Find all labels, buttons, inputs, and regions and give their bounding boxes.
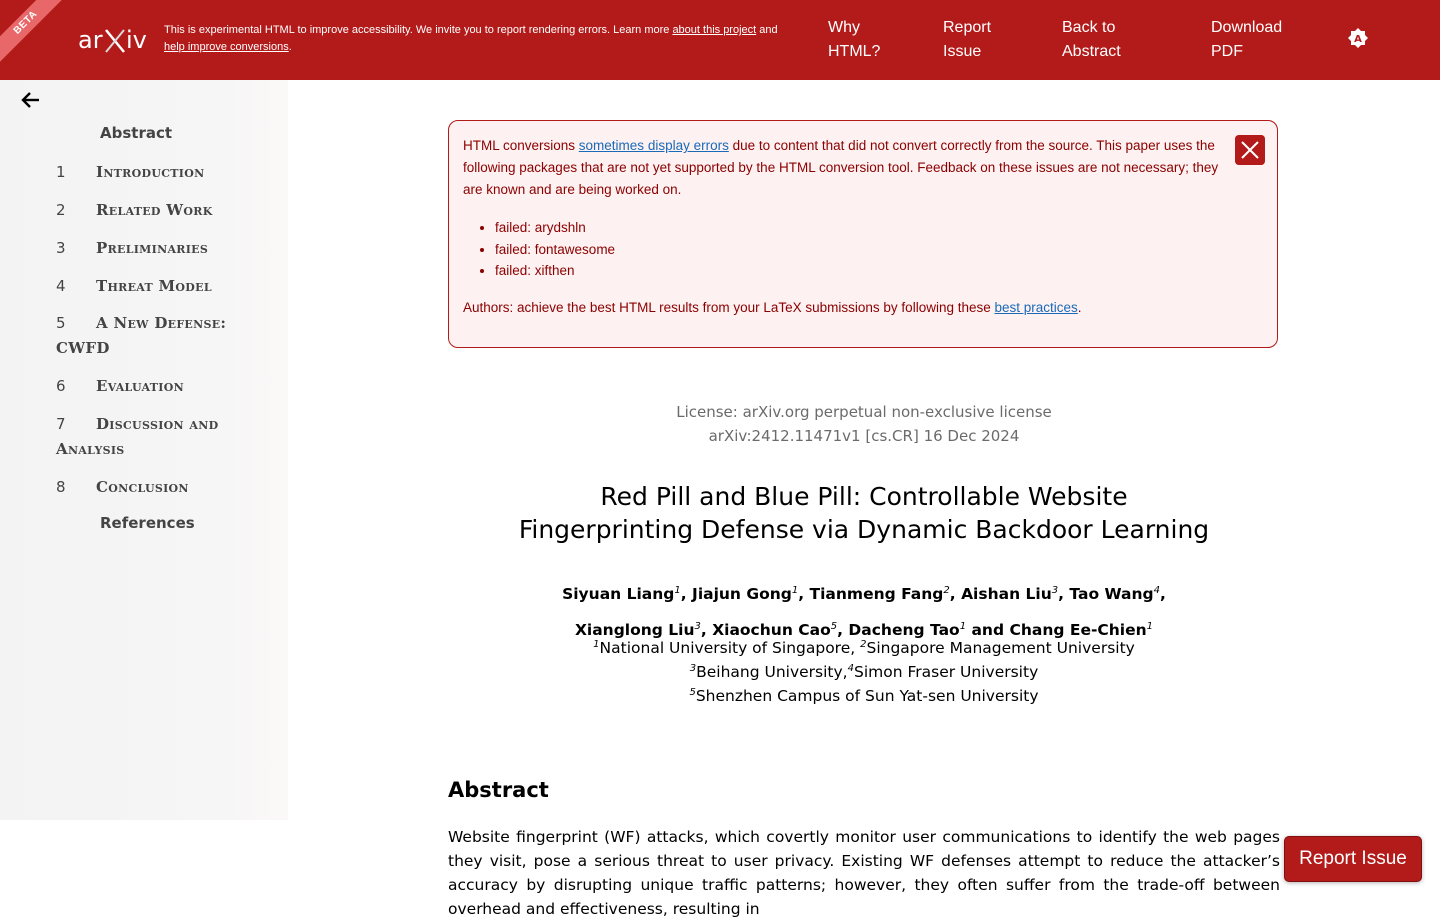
arxiv-id: arXiv:2412.11471v1 [cs.CR] 16 Dec 2024: [708, 427, 1020, 445]
author: Xianglong Liu: [574, 621, 695, 639]
close-icon[interactable]: [1235, 135, 1265, 165]
toc-item-related-work[interactable]: 2 Related Work: [56, 201, 213, 219]
svg-text:iv: iv: [126, 26, 147, 54]
list-item: • failed: fontawesome: [495, 239, 615, 261]
toc-item-discussion[interactable]: 7 Discussion and Analysis: [56, 415, 219, 458]
author-list: Siyuan Liang$^1$, Jiajun Gong$^1$, Tianmeng Fang$^2$, Aishan Liu$^3$, Tao Wang$^4$, Xianglong Liu$^3$, Xiaochun Cao$^5$, Dacheng Tao$^1$ and Chang Ee-Chien$^1$: [562, 585, 1166, 639]
author: Aishan Liu: [961, 585, 1052, 603]
license-block: [448, 400, 1280, 448]
nav-report-issue[interactable]: Report Issue: [943, 19, 992, 60]
arrow-left-icon[interactable]: [20, 90, 42, 110]
author: Dacheng Tao: [848, 621, 960, 639]
author: Xiaochun Cao: [712, 621, 831, 639]
about-project-link[interactable]: about this project: [672, 24, 757, 36]
error-message: HTML conversions sometimes display errors due to content that did not convert correctly from the source. This paper uses the following packages that are not yet supported by the HTML conversion tool. Feedback on these issues are not necessary; they are known and are being worked on.: [463, 138, 1219, 197]
toc-item-introduction[interactable]: 1 Introduction: [56, 163, 205, 181]
report-issue-button[interactable]: Report Issue: [1284, 836, 1422, 882]
toc-item-preliminaries[interactable]: 3 Preliminaries: [56, 239, 209, 257]
failed-packages-list: [495, 217, 615, 282]
affiliations: $^1$National University of Singapore, $^2$Singapore Management University $^3$Beihang University,$^4$Simon Fraser University $^5$Shenzhen Campus of Sun Yat-sen University: [593, 639, 1135, 705]
experimental-notice: This is experimental HTML to improve accessibility. We invite you to report rendering errors. Learn more about this project and help improve conversions.: [164, 24, 778, 53]
best-practices-note: Authors: achieve the best HTML results from your LaTeX submissions by following these best practices.: [463, 300, 1082, 315]
author: Siyuan Liang: [562, 585, 675, 603]
help-improve-link[interactable]: help improve conversions: [164, 41, 289, 53]
toc-item-evaluation[interactable]: 6 Evaluation: [56, 377, 184, 395]
author: Jiajun Gong: [692, 585, 792, 603]
toc-item-conclusion[interactable]: 8 Conclusion: [56, 478, 189, 496]
nav-why-html[interactable]: Why HTML?: [828, 19, 881, 60]
license-text: License: arXiv.org perpetual non-exclusive license: [676, 403, 1052, 421]
best-practices-link[interactable]: best practices: [994, 300, 1078, 315]
list-item: • failed: xifthen: [495, 260, 615, 282]
list-item: • failed: arydshln: [495, 217, 615, 239]
toc-item-references[interactable]: References: [100, 514, 195, 532]
nav-download-pdf[interactable]: Download PDF: [1211, 19, 1283, 60]
top-banner: [0, 0, 1440, 80]
toc-item-new-defense[interactable]: 5 A New Defense: CWFD: [56, 314, 227, 357]
beta-ribbon: BETA: [0, 0, 75, 72]
arxiv-logo[interactable]: [78, 22, 154, 58]
abstract-text: Website fingerprint (WF) attacks, which covertly monitor user communications to identify the web pages they visit, pose a serious threat to user privacy. Existing WF defenses attempt to reduce the attacker’s accuracy by disrupting unique traffic patterns; however, they often suffer from the trade-off between overhead and effectiveness, resulting in: [448, 828, 1280, 918]
author: Tianmeng Fang: [809, 585, 944, 603]
abstract-heading: Abstract: [448, 778, 549, 802]
author: Tao Wang: [1069, 585, 1154, 603]
nav-back-to-abstract[interactable]: Back to Abstract: [1062, 19, 1121, 60]
conversion-error-box: [448, 120, 1278, 348]
display-errors-link[interactable]: sometimes display errors: [578, 138, 729, 153]
toc-item-threat-model[interactable]: 4 Threat Model: [56, 277, 212, 295]
contrast-icon[interactable]: [1347, 27, 1369, 49]
toc-item-abstract[interactable]: Abstract: [100, 124, 173, 142]
svg-text:A: A: [1354, 34, 1362, 45]
paper-title: Red Pill and Blue Pill: Controllable Website Fingerprinting Defense via Dynamic Backdoor Learning: [518, 482, 1210, 544]
arxiv-logo-text: ar: [78, 26, 103, 54]
author: Chang Ee-Chien: [1009, 621, 1147, 639]
